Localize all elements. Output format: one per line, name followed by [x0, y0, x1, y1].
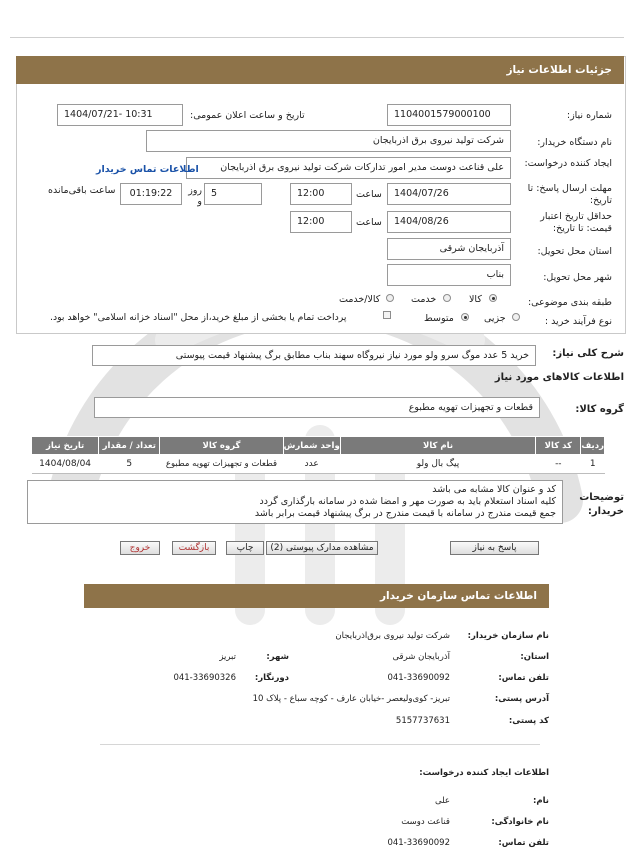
creator-phone-label: تلفن تماس:: [498, 838, 549, 848]
creator-family-value: قناعت دوست: [401, 817, 450, 827]
creator-label: ایجاد کننده درخواست:: [524, 158, 612, 169]
print-button[interactable]: چاپ: [226, 541, 264, 555]
process-option-medium: متوسط: [424, 313, 454, 324]
category-option-goods: کالا: [469, 294, 482, 305]
price-validity-label: حداقل تاریخ اعتبار قیمت: تا تاریخ:: [540, 211, 612, 234]
need-number-label: شماره نیاز:: [566, 110, 612, 121]
process-radio-medium[interactable]: [461, 313, 469, 321]
price-validity-time-label: ساعت: [356, 217, 382, 228]
table-header-row: [32, 437, 605, 455]
cell-quantity: 5: [99, 455, 160, 474]
contact-postal-value: 5157737631: [395, 716, 450, 726]
col-header-unit: واحد شمارش: [283, 437, 340, 455]
buyer-org-name-label: نام سازمان خریدار:: [467, 631, 549, 641]
panel-header: جزئیات اطلاعات نیاز: [16, 56, 624, 84]
cell-goods-name: پیگ بال ولو: [340, 455, 535, 474]
category-radio-service[interactable]: [443, 294, 451, 302]
contact-province-label: استان:: [520, 652, 549, 662]
remaining-days-field: 5: [204, 183, 262, 205]
buyer-note-line: کلیه اسناد استعلام باید به صورت مهر و امضا شده در سامانه بارگذاری گردد: [259, 496, 556, 507]
col-header-goods-code: کد کالا: [536, 437, 581, 455]
reply-to-need-button[interactable]: پاسخ به نیاز: [450, 541, 539, 555]
goods-group-field: قطعات و تجهیزات تهویه مطبوع: [94, 397, 540, 418]
back-button[interactable]: بازگشت: [172, 541, 216, 555]
contact-address-value: تبریز- کوی‌ولیعصر -خیابان عارف - کوچه سباع - پلاک 10: [252, 694, 450, 704]
announce-datetime-field[interactable]: 1404/07/21- 10:31: [57, 104, 183, 126]
creator-phone-value: 041-33690092: [387, 838, 450, 848]
cell-goods-group: قطعات و تجهیزات تهویه مطبوع: [160, 455, 283, 474]
price-validity-time-field[interactable]: 12:00: [290, 211, 352, 233]
days-label: روز و: [188, 185, 202, 207]
reply-deadline-label: مهلت ارسال پاسخ: تا تاریخ:: [527, 183, 612, 206]
need-number-field[interactable]: 1104001579000100: [387, 104, 511, 126]
table-row: [32, 455, 605, 474]
contact-city-label: شهر:: [266, 652, 289, 662]
buyer-org-label: نام دستگاه خریدار:: [537, 137, 612, 148]
top-divider: [10, 37, 624, 38]
col-header-row-number: ردیف: [581, 437, 605, 455]
announce-datetime-label: تاریخ و ساعت اعلان عمومی:: [190, 110, 305, 121]
cell-unit: عدد: [283, 455, 340, 474]
contact-divider: [100, 744, 540, 745]
city-field[interactable]: بناب: [387, 264, 511, 286]
category-radio-goods[interactable]: [489, 294, 497, 302]
goods-group-label: گروه کالا:: [575, 404, 624, 415]
category-label: طبقه بندی موضوعی:: [527, 297, 612, 308]
reply-date-field[interactable]: 1404/07/26: [387, 183, 511, 205]
contact-phone-label: تلفن تماس:: [498, 673, 549, 683]
goods-table: [31, 436, 605, 474]
process-radio-small[interactable]: [512, 313, 520, 321]
creator-family-label: نام خانوادگی:: [491, 817, 549, 827]
contact-province-value: آذربایجان شرقی: [392, 652, 450, 662]
contact-phone-value: 041-33690092: [387, 673, 450, 683]
goods-section-title: اطلاعات کالاهای مورد نیاز: [494, 372, 624, 383]
col-header-goods-name: نام کالا: [340, 437, 535, 455]
creator-field[interactable]: علی قناعت دوست مدیر امور تدارکات شرکت تولید نیروی برق اذربایجان: [186, 157, 511, 179]
reply-time-label: ساعت: [356, 189, 382, 200]
buyer-note-line: جمع قیمت مندرج در سامانه با قیمت مندرج در برگ پیشنهاد قیمت برابر باشد: [254, 508, 556, 519]
remaining-time-field: 01:19:22: [120, 183, 182, 205]
buyer-org-name-value: شرکت تولید نیروی برق‌اذربایجان: [335, 631, 450, 641]
province-field[interactable]: آذربایجان شرقی: [387, 238, 511, 260]
cell-goods-code: --: [536, 455, 581, 474]
contact-postal-label: کد پستی:: [508, 716, 549, 726]
remaining-time-label: ساعت باقی‌مانده: [48, 185, 116, 196]
category-radio-both[interactable]: [386, 294, 394, 302]
cell-row-number: 1: [581, 455, 605, 474]
category-option-both: کالا/خدمت: [339, 294, 381, 305]
process-option-small: جزیی: [484, 313, 506, 324]
buyer-contact-link[interactable]: اطلاعات تماس خریدار: [96, 164, 199, 175]
col-header-quantity: تعداد / مقدار: [99, 437, 160, 455]
creator-name-value: علی: [435, 796, 450, 806]
contact-fax-label: دورنگار:: [254, 673, 289, 683]
exit-button[interactable]: خروج: [120, 541, 160, 555]
buyer-notes-label: توضیحات خریدار:: [579, 492, 624, 517]
buyer-org-field[interactable]: شرکت تولید نیروی برق اذربایجان: [146, 130, 511, 152]
process-type-label: نوع فرآیند خرید :: [544, 316, 612, 327]
price-validity-date-field[interactable]: 1404/08/26: [387, 211, 511, 233]
treasury-checkbox-text: پرداخت تمام یا بخشی از مبلغ خرید،از محل "اسناد خزانه اسلامی" خواهد بود.: [50, 312, 347, 323]
province-label: استان محل تحویل:: [537, 246, 612, 257]
view-attachments-button[interactable]: مشاهده مدارک پیوستی (2): [266, 541, 378, 555]
treasury-checkbox[interactable]: [383, 311, 391, 319]
description-label: شرح کلی نیاز:: [552, 348, 624, 359]
creator-info-title: اطلاعات ایجاد کننده درخواست:: [419, 768, 549, 778]
buyer-notes-field: [27, 480, 563, 524]
creator-name-label: نام:: [532, 796, 549, 806]
city-label: شهر محل تحویل:: [543, 272, 612, 283]
col-header-need-date: تاریخ نیاز: [32, 437, 99, 455]
buyer-note-line: کد و عنوان کالا مشابه می باشد: [432, 484, 556, 495]
cell-need-date: 1404/08/04: [32, 455, 99, 474]
contact-city-value: تبریز: [219, 652, 236, 662]
reply-time-field[interactable]: 12:00: [290, 183, 352, 205]
col-header-goods-group: گروه کالا: [160, 437, 283, 455]
description-field: خرید 5 عدد موگ سرو ولو مورد نیاز نیروگاه سهند بناب مطابق برگ پیشنهاد قیمت پیوستی: [92, 345, 536, 366]
category-option-service: خدمت: [411, 294, 437, 305]
contact-fax-value: 041-33690326: [173, 673, 236, 683]
contact-section-header: اطلاعات تماس سازمان خریدار: [84, 584, 549, 608]
contact-address-label: آدرس پستی:: [494, 694, 549, 704]
